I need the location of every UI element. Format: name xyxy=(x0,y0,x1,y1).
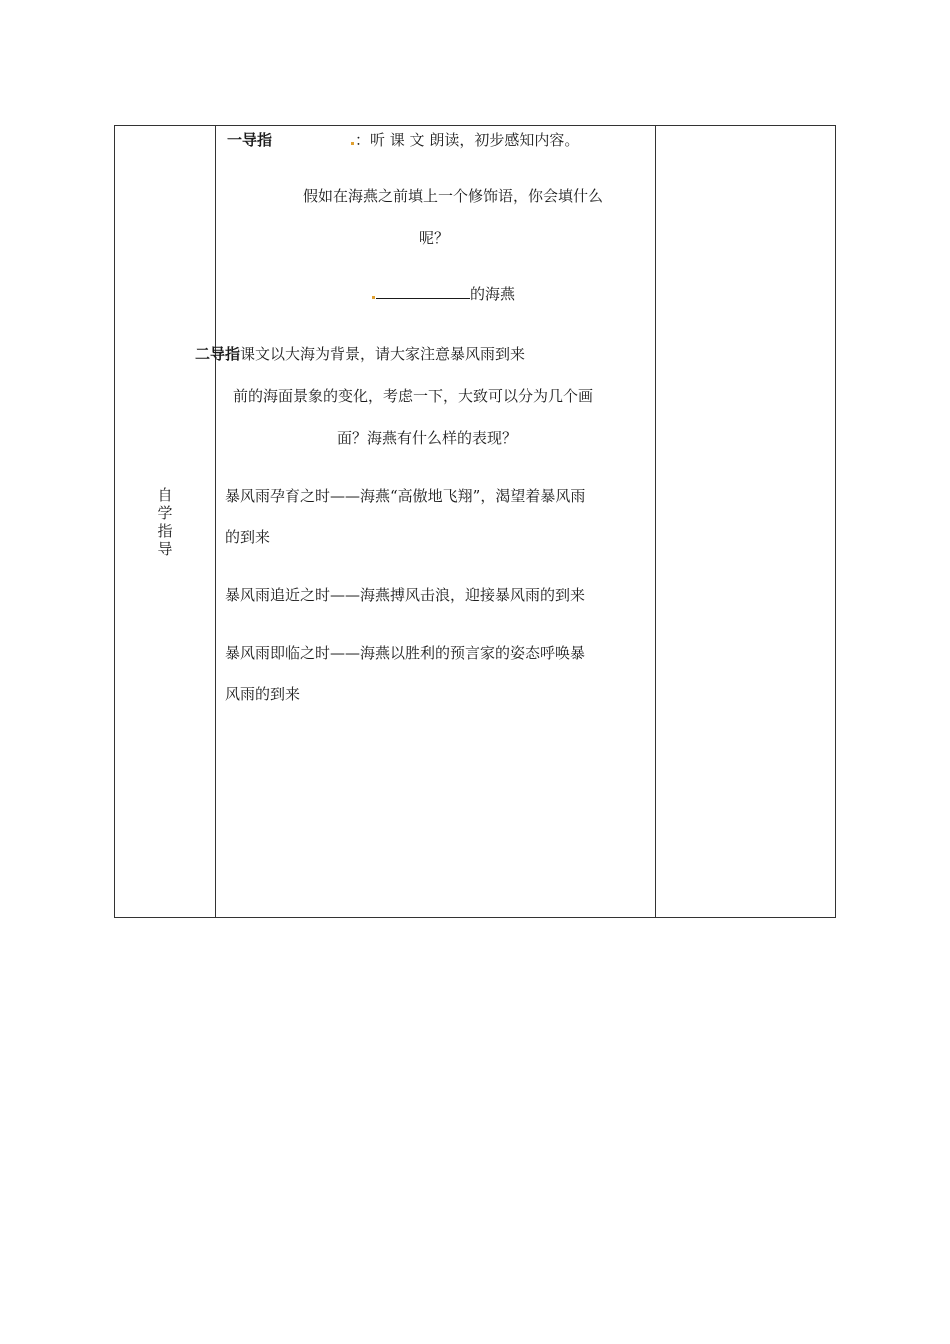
answer2: 暴风雨追近之时——海燕搏风击浪，迎接暴风雨的到来 xyxy=(225,586,586,604)
part2-line2: 前的海面景象的变化，考虑一下，大致可以分为几个画 xyxy=(233,387,594,405)
part1-question-line1: 假如在海燕之前填上一个修饰语，你会填什么 xyxy=(303,187,604,205)
part2-line1-row xyxy=(195,344,525,364)
answer1-line2: 的到来 xyxy=(225,528,271,546)
part1-heading-line xyxy=(227,130,579,150)
section-label-char: 学 xyxy=(157,504,173,522)
section-label-char: 自 xyxy=(157,486,173,504)
answer1-line1: 暴风雨孕育之时——海燕“高傲地飞翔”，渴望着暴风雨 xyxy=(225,487,586,505)
mark-dot xyxy=(351,142,354,145)
part1-heading: 一导指 xyxy=(227,131,273,149)
part2-line1: 课文以大海为背景，请大家注意暴风雨到来 xyxy=(240,345,526,363)
lesson-table xyxy=(114,125,836,918)
mark-dot xyxy=(372,296,375,299)
column-divider-left xyxy=(215,126,216,917)
section-label-char: 指 xyxy=(157,522,173,540)
part1-blank-suffix: 的海燕 xyxy=(470,285,516,303)
answer3-line2: 风雨的到来 xyxy=(225,685,301,703)
fill-blank xyxy=(376,284,470,299)
part1-question-line2: 呢？ xyxy=(419,229,450,247)
part2-line3: 面？海燕有什么样的表现？ xyxy=(337,429,518,447)
section-label-char: 导 xyxy=(157,540,173,558)
part1-text: ：听 课 文 朗读，初步感知内容。 xyxy=(355,131,580,149)
part1-blank-line xyxy=(371,284,515,304)
answer3-line1: 暴风雨即临之时——海燕以胜利的预言家的姿态呼唤暴 xyxy=(225,644,586,662)
section-label xyxy=(115,486,215,558)
part2-heading: 二导指 xyxy=(195,345,241,363)
column-divider-right xyxy=(655,126,656,917)
